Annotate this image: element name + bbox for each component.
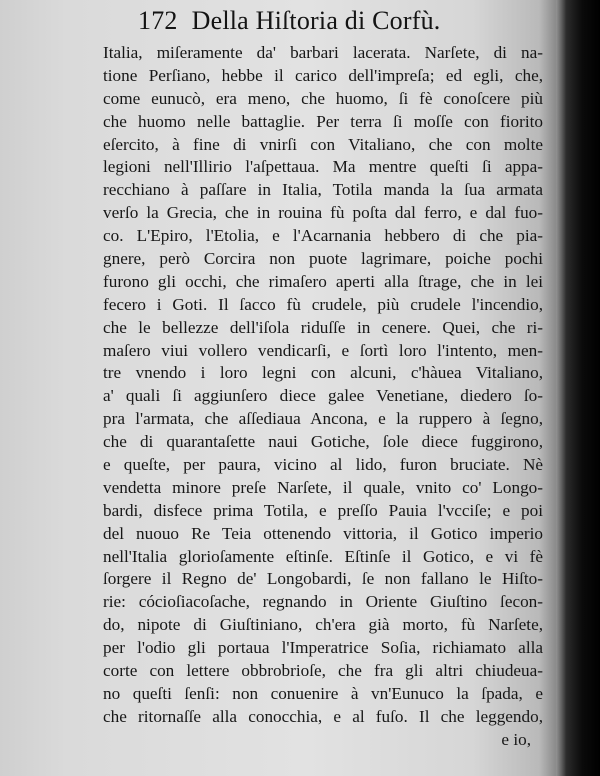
text-line: a' quali ſi aggiunſero diece galee Venetiane, diedero ſo-	[103, 386, 543, 406]
text-line: furono gli occhi, che rimaſero aperti alla ſtrage, che in lei	[103, 271, 543, 291]
text-line: ſorgere il Regno de' Longobardi, ſe non fallano le Hiſto-	[103, 569, 543, 589]
text-line: come eunucò, era meno, che huomo, ſi fè conoſcere più	[103, 88, 543, 108]
text-line: per l'odio gli portaua l'Imperatrice Soſia, richiamato alla	[103, 638, 543, 658]
text-line: del nuouo Re Teia ottenendo vittoria, il Gotico imperio	[103, 523, 543, 543]
running-title: Della Hiſtoria di Corfù.	[191, 6, 441, 35]
text-line: maſero viui vollero vendicarſi, e ſortì loro l'intento, men-	[103, 340, 543, 360]
text-line: recchiano à paſſare in Italia, Totila manda la ſua armata	[103, 180, 543, 200]
text-line: gnere, però Corcira non puote lagrimare, poiche pochi	[103, 249, 543, 269]
text-line: vendetta minore preſe Narſete, il quale, vnito co' Longo-	[103, 477, 543, 497]
text-line: fecero i Goti. Il ſacco fù crudele, più crudele l'incendio,	[103, 294, 543, 314]
running-header	[138, 6, 538, 36]
page-curl-edge	[556, 0, 566, 776]
text-line: Italia, miſeramente da' barbari lacerata. Narſete, di na-	[103, 43, 543, 62]
page-number: 172	[138, 6, 178, 35]
text-line: verſo la Grecia, che in rouina fù poſta dal ferro, e dal fuo-	[103, 203, 543, 223]
text-line: nell'Italia glorioſamente eſtinſe. Eſtinſe il Gotico, e vi fè	[103, 546, 543, 566]
text-line: che le bellezze dell'iſola riduſſe in cenere. Quei, che ri-	[103, 317, 543, 337]
text-line: tre vnendo i loro legni con alcuni, c'hàuea Vitaliano,	[103, 363, 543, 383]
text-line: che di quarantaſette naui Gotiche, ſole diece fuggirono,	[103, 432, 543, 452]
catchword: e io,	[501, 729, 531, 749]
text-line: corte con lettere obbrobrioſe, che fra gli altri chiudeua-	[103, 661, 543, 681]
text-line: pra l'armata, che aſſediaua Ancona, e la ruppero à ſegno,	[103, 409, 543, 429]
text-line: co. L'Epiro, l'Etolia, e l'Acarnania hebbero di che pia-	[103, 226, 543, 246]
body-text	[103, 42, 543, 752]
text-line: che ritornaſſe alla conocchia, e al fuſo. Il che leggendo,	[103, 706, 543, 726]
text-line: e queſte, per paura, vicino al lido, furon bruciate. Nè	[103, 455, 543, 475]
text-line: legioni nell'Illirio l'aſpettaua. Ma mentre queſti ſi appa-	[103, 157, 543, 177]
text-line: che huomo nelle battaglie. Per terra ſi moſſe con fiorito	[103, 111, 543, 131]
book-spine-shadow	[556, 0, 600, 776]
text-line: do, nipote di Giuſtiniano, ch'era già morto, fù Narſete,	[103, 615, 543, 635]
text-line: no queſti ſenſi: non conuenire à vn'Eunuco la ſpada, e	[103, 683, 543, 703]
text-line: tione Perſiano, hebbe il carico dell'impreſa; ed egli, che,	[103, 65, 543, 85]
text-line: eſercito, à fine di vnirſi con Vitaliano, che con molte	[103, 134, 543, 154]
text-line: bardi, disfece prima Totila, e preſſo Pauia l'vcciſe; e poi	[103, 500, 543, 520]
text-line: rie: cócioſiacoſache, regnando in Oriente Giuſtino ſecon-	[103, 592, 543, 612]
